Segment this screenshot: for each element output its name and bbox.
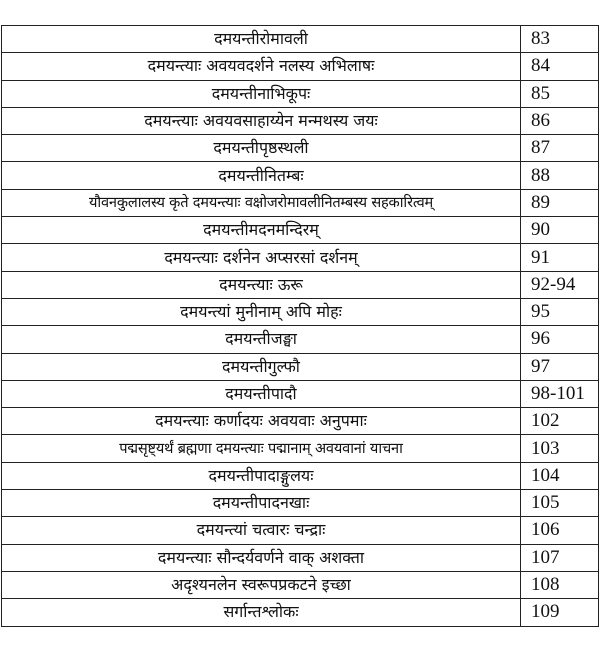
table-row (2, 135, 599, 162)
entry-page: 108 (521, 571, 599, 598)
table-row (2, 271, 599, 298)
entry-title: दमयन्तीजङ्घा (2, 326, 521, 353)
entry-title: पद्मसृष्ट्यर्थं ब्रह्मणा दमयन्त्याः पद्मानाम् अवयवानां याचना (2, 435, 521, 462)
entry-page: 90 (521, 217, 599, 244)
entry-page: 91 (521, 244, 599, 271)
entry-page: 89 (521, 189, 599, 216)
entry-title: दमयन्तीनितम्बः (2, 162, 521, 189)
entry-title: दमयन्तीपादाङ्गुलयः (2, 462, 521, 489)
table-row (2, 80, 599, 107)
entry-title: दमयन्तीनाभिकूपः (2, 80, 521, 107)
entry-title: सर्गान्तश्लोकः (2, 599, 521, 626)
entry-page: 84 (521, 53, 599, 80)
entry-title: दमयन्त्याः ऊरू (2, 271, 521, 298)
entry-title: दमयन्त्याः दर्शनेन अप्सरसां दर्शनम् (2, 244, 521, 271)
table-row (2, 353, 599, 380)
entry-title: दमयन्तीगुल्फौ (2, 353, 521, 380)
table-row (2, 189, 599, 216)
table-row (2, 599, 599, 626)
entry-title: दमयन्तीपादनखाः (2, 490, 521, 517)
entry-page: 85 (521, 80, 599, 107)
table-row (2, 380, 599, 407)
entry-page: 103 (521, 435, 599, 462)
table-row (2, 26, 599, 53)
entry-title: दमयन्त्यां मुनीनाम् अपि मोहः (2, 298, 521, 325)
entry-page: 109 (521, 599, 599, 626)
table-row (2, 490, 599, 517)
table-row (2, 517, 599, 544)
table-row (2, 107, 599, 134)
entry-title: दमयन्त्याः अवयवदर्शने नलस्य अभिलाषः (2, 53, 521, 80)
table-row (2, 571, 599, 598)
entry-page: 107 (521, 544, 599, 571)
entry-page: 104 (521, 462, 599, 489)
table-row (2, 53, 599, 80)
entry-title: दमयन्तीपादौ (2, 380, 521, 407)
table-row (2, 435, 599, 462)
entry-title: दमयन्त्यां चत्वारः चन्द्राः (2, 517, 521, 544)
entry-title: अदृश्यनलेन स्वरूपप्रकटने इच्छा (2, 571, 521, 598)
table-row (2, 326, 599, 353)
entry-page: 92-94 (521, 271, 599, 298)
entry-page: 95 (521, 298, 599, 325)
entry-title: दमयन्त्याः अवयवसाहाय्येन मन्मथस्य जयः (2, 107, 521, 134)
entry-title: दमयन्तीपृष्ठस्थली (2, 135, 521, 162)
entry-page: 98-101 (521, 380, 599, 407)
entry-title: यौवनकुलालस्य कृते दमयन्त्याः वक्षोजरोमावलीनितम्बस्य सहकारित्वम् (2, 189, 521, 216)
entry-page: 106 (521, 517, 599, 544)
entry-title: दमयन्तीरोमावली (2, 26, 521, 53)
entry-title: दमयन्तीमदनमन्दिरम् (2, 217, 521, 244)
entry-page: 87 (521, 135, 599, 162)
entry-page: 105 (521, 490, 599, 517)
entry-page: 88 (521, 162, 599, 189)
entry-page: 96 (521, 326, 599, 353)
contents-table (1, 25, 599, 627)
entry-page: 86 (521, 107, 599, 134)
table-row (2, 244, 599, 271)
table-row (2, 408, 599, 435)
table-row (2, 544, 599, 571)
entry-page: 83 (521, 26, 599, 53)
entry-page: 102 (521, 408, 599, 435)
table-row (2, 162, 599, 189)
table-row (2, 462, 599, 489)
entry-title: दमयन्त्याः सौन्दर्यवर्णने वाक् अशक्ता (2, 544, 521, 571)
entry-page: 97 (521, 353, 599, 380)
entry-title: दमयन्त्याः कर्णादयः अवयवाः अनुपमाः (2, 408, 521, 435)
table-row (2, 298, 599, 325)
table-row (2, 217, 599, 244)
